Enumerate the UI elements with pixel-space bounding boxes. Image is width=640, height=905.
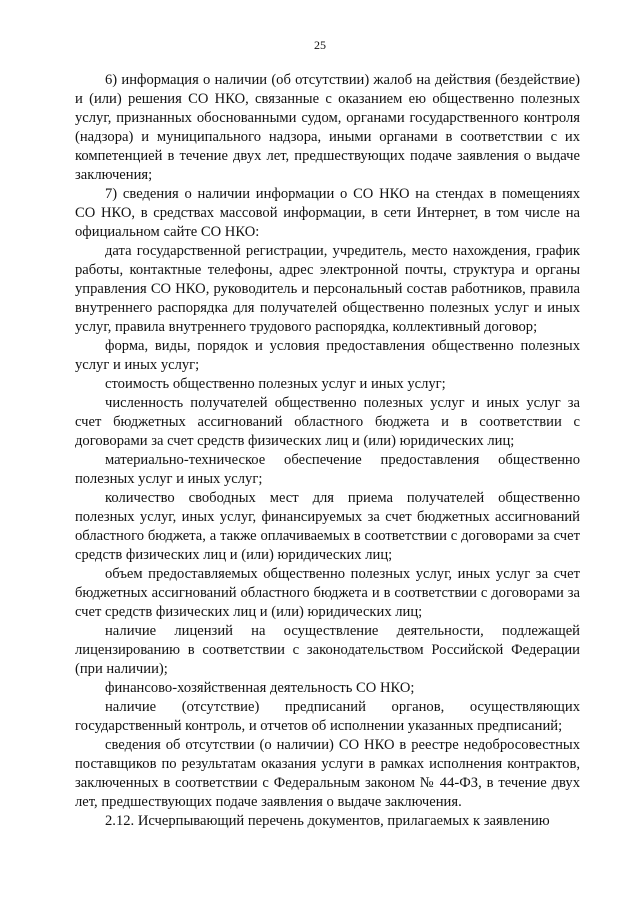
paragraph-financial-activity: финансово-хозяйственная деятельность СО НКО; xyxy=(105,680,415,696)
document-body xyxy=(75,71,580,831)
paragraph-recipients-count: численность получателей общественно полезных услуг и иных услуг за счет бюджетных ассигнований областного бюджета и в соответствии с договорами за счет средств физических лиц и (или) юридических лиц; xyxy=(75,395,580,449)
paragraph-complaints-info: 6) информация о наличии (об отсутствии) жалоб на действия (бездействие) и (или) решения СО НКО, связанные с оказанием ею общественно полезных услуг, признанных обоснованными судом, органами государственного контроля (надзора) и муниципального надзора, иными органами в соответствии с их компетенцией в течение двух лет, предшествующих подаче заявления о выдаче заключения; xyxy=(75,72,580,183)
paragraph-material-support: материально-техническое обеспечение предоставления общественно полезных услуг и иных услуг; xyxy=(75,452,580,487)
paragraph-information-availability: 7) сведения о наличии информации о СО НКО на стендах в помещениях СО НКО, в средствах массовой информации, в сети Интернет, в том числе на официальном сайте СО НКО: xyxy=(75,186,580,240)
paragraph-licenses: наличие лицензий на осуществление деятельности, подлежащей лицензированию в соответствии с законодательством Российской Федерации (при наличии); xyxy=(75,623,580,677)
paragraph-prescriptions: наличие (отсутствие) предписаний органов, осуществляющих государственный контроль, и отчетов об исполнении указанных предписаний; xyxy=(75,699,580,734)
paragraph-registration-details: дата государственной регистрации, учредитель, место нахождения, график работы, контактные телефоны, адрес электронной почты, структура и органы управления СО НКО, руководитель и персональный состав работников, правила внутреннего распорядка для получателей общественно полезных услуг и иных услуг, правила внутреннего трудового распорядка, коллективный договор; xyxy=(75,243,580,335)
paragraph-service-volume: объем предоставляемых общественно полезных услуг, иных услуг за счет бюджетных ассигнований областного бюджета и в соответствии с договорами за счет средств физических лиц и (или) юридических лиц; xyxy=(75,566,580,620)
paragraph-documents-list: 2.12. Исчерпывающий перечень документов, прилагаемых к заявлению xyxy=(105,813,550,829)
paragraph-service-form: форма, виды, порядок и условия предоставления общественно полезных услуг и иных услуг; xyxy=(75,338,580,373)
paragraph-service-cost: стоимость общественно полезных услуг и иных услуг; xyxy=(105,376,446,392)
paragraph-unreliable-suppliers: сведения об отсутствии (о наличии) СО НКО в реестре недобросовестных поставщиков по результатам оказания услуги в рамках исполнения контрактов, заключенных в соответствии с Федеральным законом № 44-ФЗ, в течение двух лет, предшествующих подаче заявления о выдаче заключения. xyxy=(75,737,580,810)
page-number: 25 xyxy=(314,38,326,52)
paragraph-free-places: количество свободных мест для приема получателей общественно полезных услуг, иных услуг, финансируемых за счет бюджетных ассигнований областного бюджета, а также оплачиваемых в соответствии с договорами за счет средств физических лиц и (или) юридических лиц; xyxy=(75,490,580,563)
